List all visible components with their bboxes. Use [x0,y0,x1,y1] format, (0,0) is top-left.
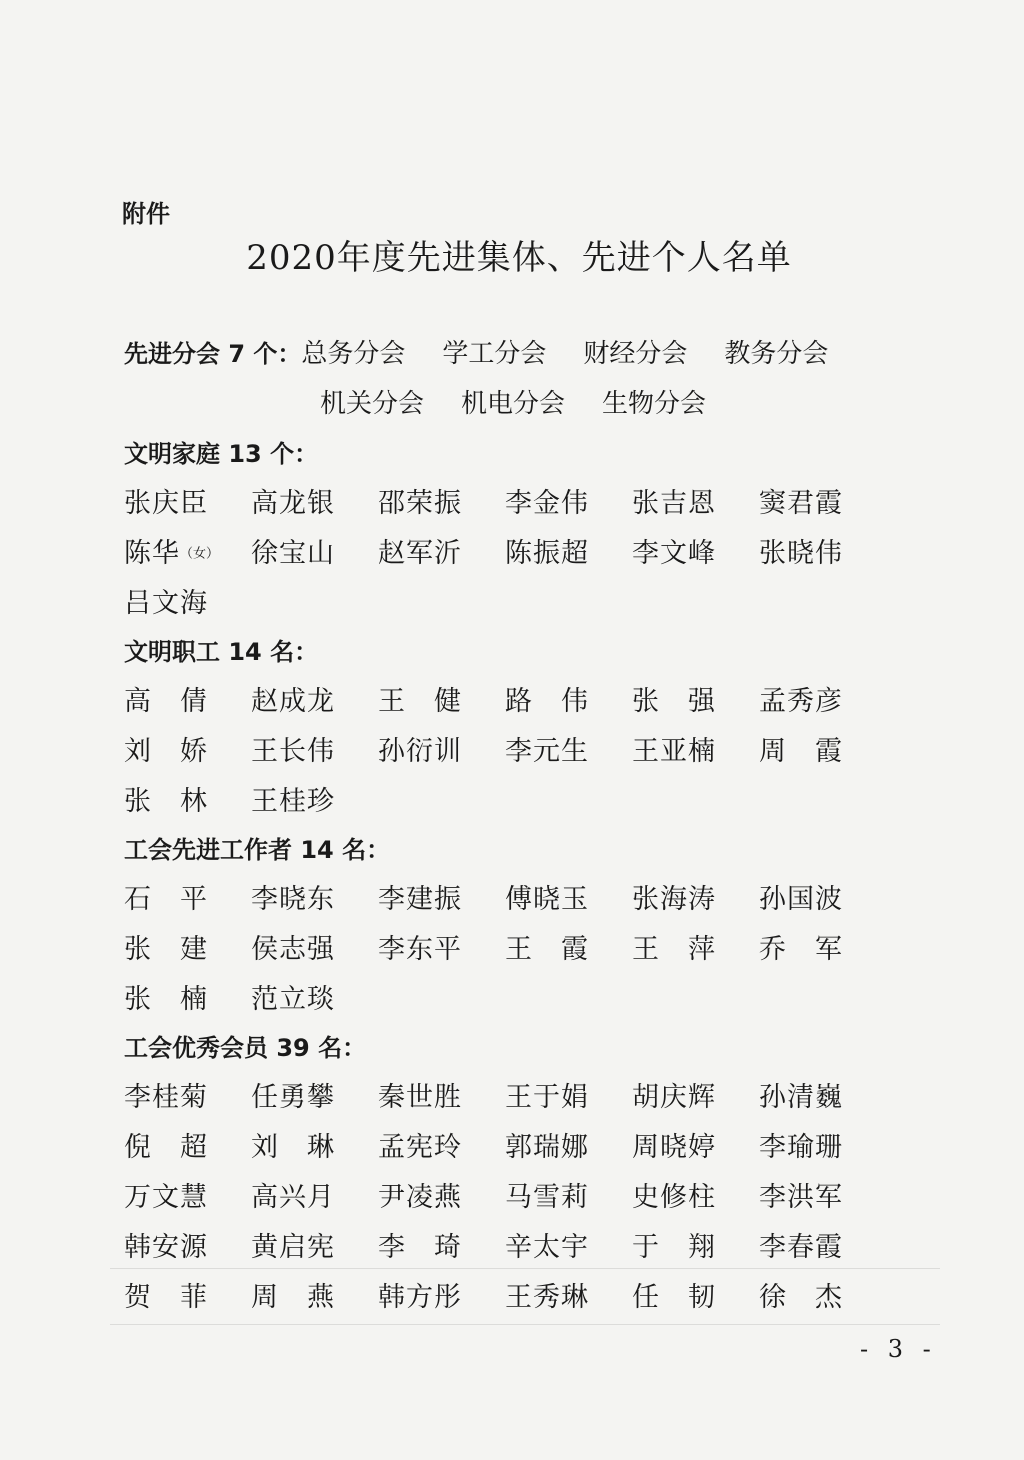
person-name [505,1228,589,1268]
person-name [759,930,843,970]
name-row [124,732,904,772]
person-name [505,484,589,524]
person-name [759,1128,843,1168]
person-name [632,682,716,722]
person-name [124,534,219,575]
person-name-text: 傅晓玉 [505,884,589,915]
branches-line-1 [124,334,828,374]
bleed-through-rule [110,1268,940,1269]
person-name-text: 侯志强 [251,934,335,965]
person-name [632,1178,716,1218]
person-name [124,682,208,722]
person-name-text: 赵成龙 [251,686,335,717]
person-name [378,682,462,722]
attachment-label: 附件 [122,200,170,228]
person-name-text: 陈华 [124,538,180,569]
person-name-text: 李春霞 [759,1232,843,1263]
document-title: 2020年度先进集体、先进个人名单 [246,238,792,278]
person-name [505,930,589,970]
person-name-text: 李桂菊 [124,1082,208,1113]
person-name [378,1078,462,1118]
person-name-text: 张吉恩 [632,488,716,519]
person-name-text: 周晓婷 [632,1132,716,1163]
person-name [505,534,589,574]
person-name [759,1178,843,1218]
name-row [124,1128,904,1168]
person-name-text: 李建振 [378,884,462,915]
person-name-text: 李金伟 [505,488,589,519]
name-row [124,930,904,970]
person-name-text: 刘 琳 [251,1132,335,1163]
person-name-text: 孙清巍 [759,1082,843,1113]
person-name-text: 李瑜珊 [759,1132,843,1163]
person-name-text: 张庆臣 [124,488,208,519]
person-name [124,1278,208,1318]
person-name-text: 高龙银 [251,488,335,519]
name-row [124,534,904,574]
person-name-text: 秦世胜 [378,1082,462,1113]
person-name-text: 张 楠 [124,984,208,1015]
person-name [251,1078,335,1118]
branch-item: 机关分会 [320,389,425,419]
person-name-text: 王于娟 [505,1082,589,1113]
person-name-text: 窦君霞 [759,488,843,519]
person-name-text: 陈振超 [505,538,589,569]
person-name-text: 孟宪玲 [378,1132,462,1163]
person-name [505,880,589,920]
person-name [124,930,208,970]
person-name-text: 辛太宇 [505,1232,589,1263]
person-name [759,534,843,574]
name-row [124,1228,904,1268]
person-name [378,534,462,574]
person-name [759,880,843,920]
section-heading: 工会先进工作者 14 名： [124,836,391,864]
person-name-text: 李元生 [505,736,589,767]
person-name [378,1278,462,1318]
person-name-text: 周 霞 [759,736,843,767]
person-name-text: 郭瑞娜 [505,1132,589,1163]
person-name [124,980,208,1020]
person-name-text: 孟秀彦 [759,686,843,717]
person-name [759,1078,843,1118]
person-name-text: 高 倩 [124,686,208,717]
person-name [378,930,462,970]
person-name-text: 王 霞 [505,934,589,965]
person-name [378,1228,462,1268]
person-name [759,1278,843,1318]
person-name [632,880,716,920]
person-name-text: 张海涛 [632,884,716,915]
person-name-text: 王桂珍 [251,786,335,817]
person-name-text: 赵军沂 [378,538,462,569]
person-name [505,1128,589,1168]
person-name [632,534,716,574]
person-name-text: 徐 杰 [759,1282,843,1313]
person-name [251,782,335,822]
person-name-text: 范立琰 [251,984,335,1015]
name-row [124,484,904,524]
person-name [759,732,843,772]
person-name [124,880,208,920]
person-name [378,1128,462,1168]
person-name [632,484,716,524]
person-name [124,1128,208,1168]
branch-item: 总务分会 [301,339,406,369]
person-name [124,1078,208,1118]
person-name [632,1278,716,1318]
person-name-text: 孙衍训 [378,736,462,767]
person-name-text: 黄启宪 [251,1232,335,1263]
person-name-text: 刘 娇 [124,736,208,767]
section-heading: 文明职工 14 名： [124,638,319,666]
person-name-text: 任勇攀 [251,1082,335,1113]
person-name-text: 高兴月 [251,1182,335,1213]
person-name [759,682,843,722]
section-heading: 工会优秀会员 39 名： [124,1034,367,1062]
person-name [378,732,462,772]
person-name [251,1278,335,1318]
person-name [505,1078,589,1118]
person-name [251,732,335,772]
person-name [759,484,843,524]
person-name-text: 周 燕 [251,1282,335,1313]
person-name [378,1178,462,1218]
person-name-text: 李文峰 [632,538,716,569]
branches-line-2 [320,384,706,424]
person-name-text: 张 建 [124,934,208,965]
name-row [124,1278,904,1318]
person-name-text: 于 翔 [632,1232,716,1263]
person-name [124,782,208,822]
person-name [251,1128,335,1168]
bleed-through-rule [110,1324,940,1325]
person-name-text: 贺 菲 [124,1282,208,1313]
person-name [124,484,208,524]
page-number: - 3 - [860,1335,937,1363]
branch-item: 学工分会 [442,339,547,369]
person-name-text: 马雪莉 [505,1182,589,1213]
name-row [124,880,904,920]
person-name-text: 任 韧 [632,1282,716,1313]
person-name [124,1228,208,1268]
branch-item: 教务分会 [724,339,829,369]
person-name [251,1228,335,1268]
name-row [124,782,904,822]
person-name [505,1178,589,1218]
person-name-text: 王 健 [378,686,462,717]
person-name-text: 胡庆辉 [632,1082,716,1113]
person-name-text: 史修柱 [632,1182,716,1213]
name-row [124,682,904,722]
person-name [759,1228,843,1268]
name-row [124,584,904,624]
person-name-text: 李洪军 [759,1182,843,1213]
person-name-text: 王秀琳 [505,1282,589,1313]
person-name [505,732,589,772]
person-name [124,1178,208,1218]
person-name-text: 张晓伟 [759,538,843,569]
person-name [505,1278,589,1318]
branch-item: 生物分会 [602,389,707,419]
person-name-text: 张 林 [124,786,208,817]
person-name-text: 张 强 [632,686,716,717]
person-name-text: 孙国波 [759,884,843,915]
person-name-text: 李 琦 [378,1232,462,1263]
person-name [124,584,208,624]
person-name-text: 徐宝山 [251,538,335,569]
person-name [251,682,335,722]
person-name [251,484,335,524]
person-name [251,980,335,1020]
person-name-text: 万文慧 [124,1182,208,1213]
person-name-text: 乔 军 [759,934,843,965]
person-name-text: 王长伟 [251,736,335,767]
person-name-text: 吕文海 [124,588,208,619]
branch-item: 机电分会 [461,389,566,419]
section-heading: 文明家庭 13 个： [124,440,319,468]
person-name [505,682,589,722]
branches-heading: 先进分会 7 个： [124,340,302,368]
person-name [378,880,462,920]
person-name [251,930,335,970]
person-name-text: 李晓东 [251,884,335,915]
person-name-text: 邵荣振 [378,488,462,519]
person-name [251,534,335,574]
person-name-text: 石 平 [124,884,208,915]
person-name [378,484,462,524]
name-row [124,1178,904,1218]
person-name-note: （女） [180,546,220,562]
person-name [632,732,716,772]
person-name-text: 韩方彤 [378,1282,462,1313]
person-name-text: 李东平 [378,934,462,965]
person-name-text: 路 伟 [505,686,589,717]
person-name [251,880,335,920]
person-name-text: 王 萍 [632,934,716,965]
person-name-text: 尹凌燕 [378,1182,462,1213]
person-name [632,1128,716,1168]
person-name-text: 王亚楠 [632,736,716,767]
person-name [632,930,716,970]
person-name-text: 倪 超 [124,1132,208,1163]
branch-item: 财经分会 [583,339,688,369]
person-name [251,1178,335,1218]
person-name [632,1228,716,1268]
name-row [124,1078,904,1118]
person-name [632,1078,716,1118]
person-name-text: 韩安源 [124,1232,208,1263]
person-name [124,732,208,772]
name-row [124,980,904,1020]
